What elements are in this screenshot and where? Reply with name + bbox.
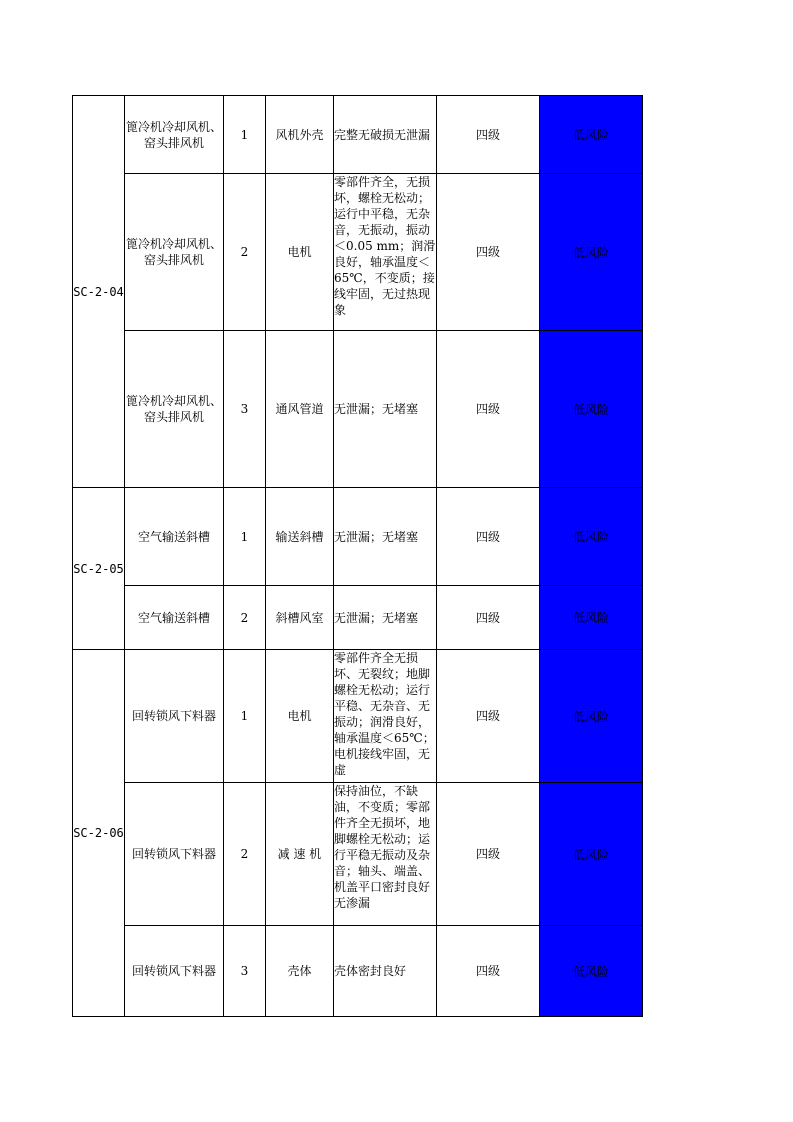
equipment-name: 篦冷机冷却风机、窑头排风机 (125, 174, 224, 331)
equipment-name: 空气输送斜槽 (125, 488, 224, 586)
equipment-code: SC-2-04 (73, 96, 125, 488)
risk-category: 低风险 (540, 783, 643, 926)
part-name: 电机 (266, 650, 334, 783)
equipment-name: 篦冷机冷却风机、窑头排风机 (125, 96, 224, 174)
risk-category: 低风险 (540, 174, 643, 331)
part-name: 风机外壳 (266, 96, 334, 174)
item-number: 3 (224, 926, 266, 1017)
inspection-standard: 无泄漏；无堵塞 (334, 586, 437, 650)
risk-category: 低风险 (540, 488, 643, 586)
inspection-standard: 完整无破损无泄漏 (334, 96, 437, 174)
inspection-standard: 零部件齐全无损坏、无裂纹；地脚螺栓无松动；运行平稳、无杂音、无振动；润滑良好，轴承温度＜65℃；电机接线牢固，无虚 (334, 650, 437, 783)
item-number: 2 (224, 174, 266, 331)
risk-level: 四级 (437, 174, 540, 331)
item-number: 1 (224, 650, 266, 783)
item-number: 1 (224, 488, 266, 586)
inspection-standard: 无泄漏；无堵塞 (334, 488, 437, 586)
part-name: 壳体 (266, 926, 334, 1017)
equipment-code: SC-2-05 (73, 488, 125, 650)
table-row (73, 783, 643, 926)
inspection-standard: 壳体密封良好 (334, 926, 437, 1017)
risk-level: 四级 (437, 331, 540, 488)
risk-category: 低风险 (540, 96, 643, 174)
part-name: 减 速 机 (266, 783, 334, 926)
risk-level: 四级 (437, 926, 540, 1017)
table-row (73, 586, 643, 650)
table-row (73, 926, 643, 1017)
part-name: 通风管道 (266, 331, 334, 488)
item-number: 3 (224, 331, 266, 488)
risk-category: 低风险 (540, 926, 643, 1017)
part-name: 输送斜槽 (266, 488, 334, 586)
risk-level: 四级 (437, 96, 540, 174)
risk-category: 低风险 (540, 650, 643, 783)
table-row (73, 331, 643, 488)
risk-level: 四级 (437, 650, 540, 783)
risk-category: 低风险 (540, 586, 643, 650)
inspection-standard: 零部件齐全，无损坏，螺栓无松动；运行中平稳，无杂音，无振动，振动＜0.05 mm；润滑良好，轴承温度＜65℃，不变质；接线牢固，无过热现象 (334, 174, 437, 331)
item-number: 2 (224, 586, 266, 650)
item-number: 1 (224, 96, 266, 174)
equipment-name: 篦冷机冷却风机、窑头排风机 (125, 331, 224, 488)
inspection-standard: 保持油位，不缺油，不变质；零部件齐全无损坏，地脚螺栓无松动；运行平稳无振动及杂音；轴头、端盖、机盖平口密封良好无渗漏 (334, 783, 437, 926)
table-row (73, 650, 643, 783)
equipment-name: 回转锁风下料器 (125, 650, 224, 783)
inspection-standard: 无泄漏；无堵塞 (334, 331, 437, 488)
risk-level: 四级 (437, 783, 540, 926)
equipment-code: SC-2-06 (73, 650, 125, 1017)
risk-level: 四级 (437, 586, 540, 650)
item-number: 2 (224, 783, 266, 926)
table-row (73, 174, 643, 331)
risk-level: 四级 (437, 488, 540, 586)
table-row (73, 488, 643, 586)
inspection-table (72, 95, 643, 1017)
part-name: 电机 (266, 174, 334, 331)
part-name: 斜槽风室 (266, 586, 334, 650)
equipment-name: 空气输送斜槽 (125, 586, 224, 650)
equipment-name: 回转锁风下料器 (125, 926, 224, 1017)
risk-category: 低风险 (540, 331, 643, 488)
table-row (73, 96, 643, 174)
equipment-name: 回转锁风下料器 (125, 783, 224, 926)
